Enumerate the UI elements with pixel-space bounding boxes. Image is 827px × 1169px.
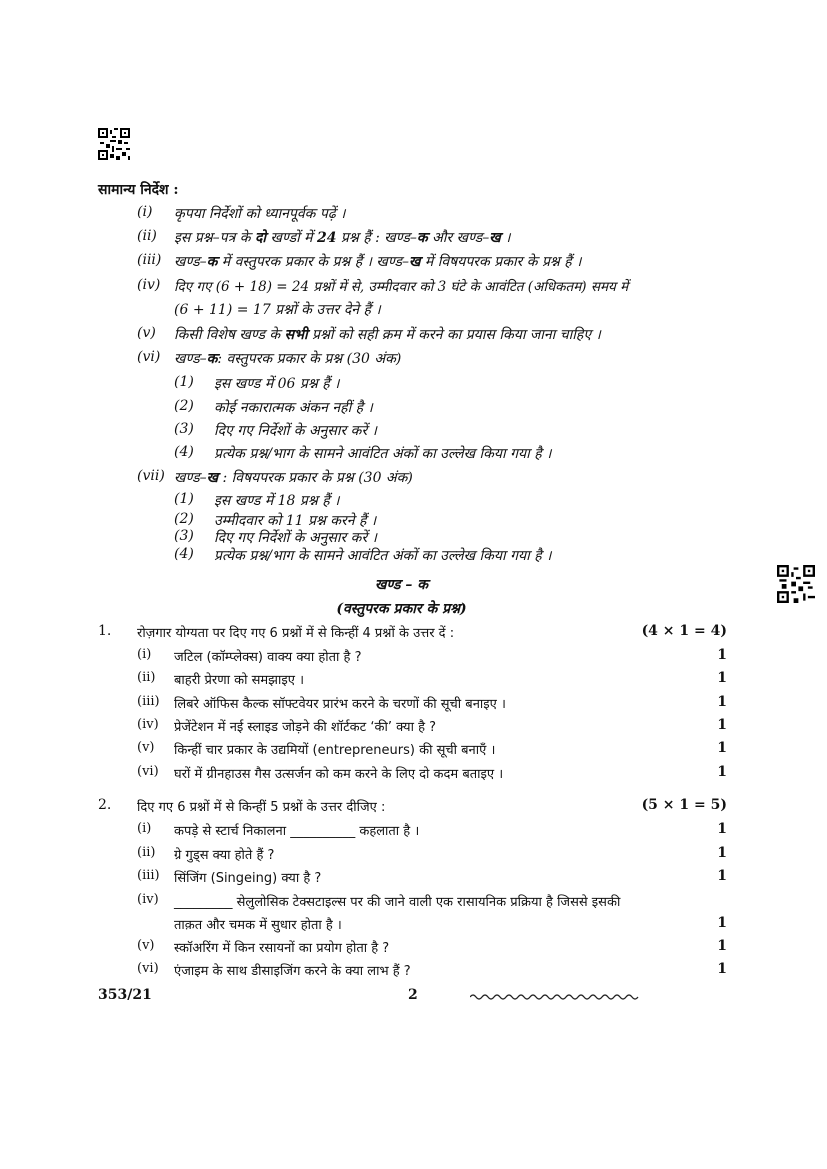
- sub-instruction-text: कोई नकारात्मक अंकन नहीं है ।: [214, 400, 373, 416]
- part-marks: 1: [717, 821, 727, 837]
- text-segment: खण्ड–: [174, 470, 207, 486]
- text-segment: खण्ड–: [174, 351, 207, 367]
- section-subtitle: (वस्तुपरक प्रकार के प्रश्न): [336, 601, 467, 617]
- bold-segment: ख: [409, 254, 421, 270]
- text-segment: खण्डों में: [266, 230, 317, 246]
- sub-instruction-num: (2): [174, 398, 194, 414]
- part-number: (vi): [137, 961, 159, 976]
- part-marks: 1: [717, 915, 727, 931]
- sub-instruction-num: (3): [174, 421, 194, 437]
- text-segment: इस प्रश्न–पत्र के: [174, 230, 255, 246]
- part-text: जटिल (कॉम्प्लेक्स) वाक्य क्या होता है ?: [174, 650, 362, 665]
- qr-code-top: [98, 128, 130, 160]
- part-number: (ii): [137, 670, 156, 685]
- bold-segment: ख: [489, 230, 501, 246]
- part-marks: 1: [717, 647, 727, 663]
- sub-instruction-num: (1): [174, 374, 194, 390]
- general-instructions-title: सामान्य निर्देश :: [98, 182, 179, 198]
- part-number: (ii): [137, 845, 156, 860]
- instruction-text: कृपया निर्देशों को ध्यानपूर्वक पढ़ें ।: [174, 206, 346, 222]
- sub-instruction-text: प्रत्येक प्रश्न/भाग के सामने आवंटित अंकों का उल्लेख किया गया है ।: [214, 548, 552, 564]
- instruction-num: (vii): [137, 468, 165, 484]
- text-segment: प्रश्नों को सही क्रम में करने का प्रयास किया जाना चाहिए ।: [307, 327, 601, 343]
- sub-instruction-text: इस खण्ड में 06 प्रश्न हैं ।: [214, 376, 340, 392]
- sub-instruction-num: (3): [174, 528, 194, 544]
- sub-instruction-num: (4): [174, 444, 194, 460]
- part-marks: 1: [717, 938, 727, 954]
- paper-code: 353/21: [98, 987, 152, 1003]
- question-number: 2.: [98, 797, 112, 813]
- part-marks: 1: [717, 740, 727, 756]
- instruction-num: (vi): [137, 349, 161, 365]
- sub-instruction-num: (2): [174, 511, 194, 527]
- question-marks: (5 × 1 = 5): [641, 797, 727, 813]
- bold-segment: क: [416, 230, 428, 246]
- part-number: (i): [137, 647, 152, 662]
- instruction-text: [174, 228, 510, 247]
- sub-instruction-text: दिए गए निर्देशों के अनुसार करें ।: [214, 423, 377, 439]
- bold-segment: ख: [206, 470, 219, 486]
- instruction-text: [174, 349, 401, 368]
- part-number: (i): [137, 821, 152, 836]
- part-text: बाहरी प्रेरणा को समझाइए ।: [174, 673, 304, 688]
- question-marks: (4 × 1 = 4): [641, 623, 727, 639]
- page-number: 2: [408, 987, 418, 1003]
- instruction-num: (ii): [137, 228, 157, 244]
- text-segment: किसी विशेष खण्ड के: [174, 327, 285, 343]
- sub-instruction-text: उम्मीदवार को 11 प्रश्न करने हैं ।: [214, 513, 377, 529]
- bold-segment: क: [206, 351, 218, 367]
- text-segment: और खण्ड–: [427, 230, 490, 246]
- bold-segment: दो: [254, 230, 267, 246]
- section-title: खण्ड – क: [374, 577, 429, 593]
- part-number: (iii): [137, 694, 160, 709]
- sub-instruction-text: प्रत्येक प्रश्न/भाग के सामने आवंटित अंकों का उल्लेख किया गया है ।: [214, 446, 552, 462]
- text-segment: में वस्तुपरक प्रकार के प्रश्न हैं । खण्ड–: [217, 254, 409, 270]
- instruction-num: (v): [137, 325, 156, 341]
- bold-segment: 24: [317, 230, 337, 246]
- part-text: प्रेजेंटेशन में नई स्लाइड जोड़ने की शॉर्टकट ‘की’ क्या है ?: [174, 720, 437, 735]
- part-marks: 1: [717, 961, 727, 977]
- sub-instruction-text: दिए गए निर्देशों के अनुसार करें ।: [214, 530, 377, 546]
- part-number: (v): [137, 938, 155, 953]
- part-text: स्कॉअरिंग में किन रसायनों का प्रयोग होता है ?: [174, 941, 390, 956]
- text-segment: प्रश्न हैं : खण्ड–: [336, 230, 417, 246]
- instruction-num: (iv): [137, 277, 161, 293]
- part-text: किन्हीं चार प्रकार के उद्यमियों (entrepreneurs) की सूची बनाएँ ।: [174, 743, 496, 758]
- question-text: दिए गए 6 प्रश्नों में से किन्हीं 5 प्रश्नों के उत्तर दीजिए :: [137, 800, 386, 815]
- part-number: (iv): [137, 892, 159, 907]
- sub-instruction-text: इस खण्ड में 18 प्रश्न हैं ।: [214, 493, 340, 509]
- part-text: सिंजिंग (Singeing) क्या है ?: [174, 871, 322, 886]
- part-marks: 1: [717, 764, 727, 780]
- text-segment: में विषयपरक प्रकार के प्रश्न हैं ।: [420, 254, 582, 270]
- part-text: लिबरे ऑफिस कैल्क सॉफ्टवेयर प्रारंभ करने के चरणों की सूची बनाइए ।: [174, 697, 506, 712]
- question-text: रोज़गार योग्यता पर दिए गए 6 प्रश्नों में से किन्हीं 4 प्रश्नों के उत्तर दें :: [137, 626, 455, 641]
- instruction-text-cont: (6 + 11) = 17 प्रश्नों के उत्तर देने हैं ।: [174, 302, 381, 318]
- instruction-text: [174, 468, 413, 487]
- part-text-cont: ताक़त और चमक में सुधार होता है ।: [174, 918, 342, 933]
- part-text: कपड़े से स्टार्च निकालना __________ कहलाता है ।: [174, 824, 420, 839]
- part-number: (vi): [137, 764, 159, 779]
- part-marks: 1: [717, 717, 727, 733]
- part-marks: 1: [717, 868, 727, 884]
- part-text: ग्रे गुड्स क्या होते हैं ?: [174, 848, 275, 863]
- part-number: (iv): [137, 717, 159, 732]
- bold-segment: क: [206, 254, 218, 270]
- part-text: एंजाइम के साथ डीसाइजिंग करने के क्या लाभ हैं ?: [174, 964, 411, 979]
- part-marks: 1: [717, 845, 727, 861]
- text-segment: : वस्तुपरक प्रकार के प्रश्न (30 अंक): [217, 351, 402, 367]
- question-number: 1.: [98, 623, 112, 639]
- instruction-num: (i): [137, 204, 153, 220]
- part-number: (v): [137, 740, 155, 755]
- instruction-text: [174, 252, 581, 271]
- instruction-text: [174, 325, 601, 344]
- instruction-text: दिए गए (6 + 18) = 24 प्रश्नों में से, उम्मीदवार को 3 घंटे के आवंटित (अधिकतम) समय में: [174, 279, 629, 295]
- wavy-line-decoration: [470, 990, 642, 1006]
- bold-segment: सभी: [284, 327, 308, 343]
- instruction-num: (iii): [137, 252, 162, 268]
- sub-instruction-num: (1): [174, 491, 194, 507]
- text-segment: ।: [500, 230, 511, 246]
- text-segment: खण्ड–: [174, 254, 207, 270]
- part-text: घरों में ग्रीनहाउस गैस उत्सर्जन को कम करने के लिए दो कदम बताइए ।: [174, 767, 504, 782]
- text-segment: : विषयपरक प्रकार के प्रश्न (30 अंक): [218, 470, 413, 486]
- part-marks: 1: [717, 670, 727, 686]
- part-text: _________ सेलुलोसिक टेक्सटाइल्स पर की जाने वाली एक रासायनिक प्रक्रिया है जिससे इसकी: [174, 895, 621, 910]
- sub-instruction-num: (4): [174, 546, 194, 562]
- part-number: (iii): [137, 868, 160, 883]
- part-marks: 1: [717, 694, 727, 710]
